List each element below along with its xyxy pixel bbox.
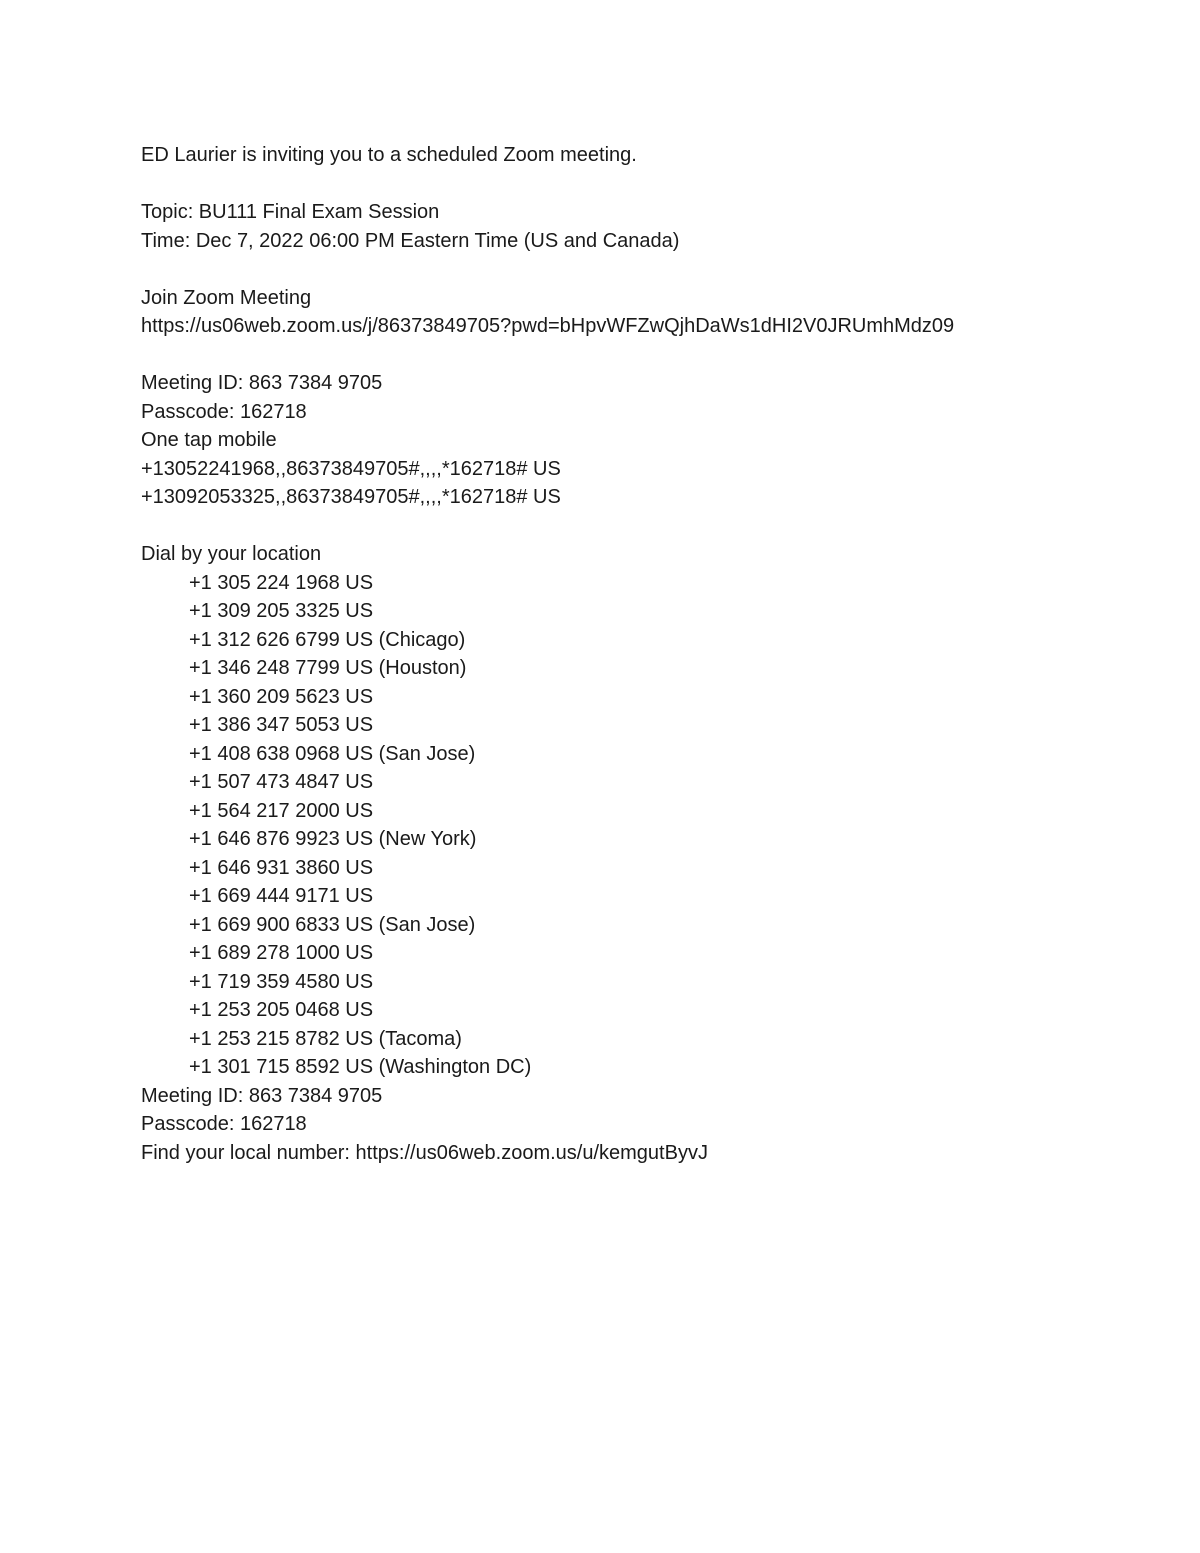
- dial-label: Dial by your location: [141, 543, 322, 565]
- dial-number: +1 346 248 7799 US (Houston): [189, 657, 467, 679]
- spacer: [141, 341, 1141, 370]
- dial-number: +1 564 217 2000 US: [189, 799, 374, 822]
- dial-number: +1 386 347 5053 US: [189, 714, 374, 736]
- dial-number: +1 305 224 1968 US: [189, 571, 374, 594]
- dial-number: +1 719 359 4580 US: [189, 970, 374, 993]
- dial-number: +1 301 715 8592 US (Washington DC): [189, 1056, 532, 1078]
- dial-number: +1 408 638 0968 US (San Jose): [189, 742, 476, 765]
- spacer: [141, 512, 1141, 541]
- topic-line: Topic: BU111 Final Exam Session: [141, 201, 440, 223]
- find-local-line: [141, 1139, 1141, 1168]
- dial-number: +1 253 205 0468 US: [189, 999, 374, 1021]
- dial-number: +1 309 205 3325 US: [189, 600, 374, 622]
- find-local-label: Find your local number:: [141, 1141, 356, 1164]
- dial-number: +1 646 931 3860 US: [189, 856, 374, 879]
- passcode-line: Passcode: 162718: [141, 400, 307, 423]
- dial-number: +1 689 278 1000 US: [189, 942, 374, 964]
- one-tap-label: One tap mobile: [141, 429, 277, 451]
- dial-number: +1 669 900 6833 US (San Jose): [189, 913, 476, 936]
- dial-number: +1 507 473 4847 US: [189, 771, 374, 793]
- find-local-link[interactable]: https://us06web.zoom.us/u/kemgutByvJ: [355, 1141, 708, 1164]
- join-label: Join Zoom Meeting: [141, 286, 312, 309]
- meeting-id-footer: Meeting ID: 863 7384 9705: [141, 1084, 383, 1107]
- join-meeting-link[interactable]: https://us06web.zoom.us/j/86373849705?pwd=bHpvWFZwQjhDaWs1dHI2V0JRUmhMdz09: [141, 315, 955, 337]
- join-link-line: [141, 312, 1141, 341]
- one-tap-number: +13092053325,,86373849705#,,,,*162718# US: [141, 486, 561, 508]
- dial-number: +1 646 876 9923 US (New York): [189, 828, 477, 850]
- dial-number: +1 360 209 5623 US: [189, 685, 374, 708]
- meeting-id-line: Meeting ID: 863 7384 9705: [141, 372, 383, 394]
- dial-number: +1 312 626 6799 US (Chicago): [189, 628, 466, 651]
- spacer: [141, 255, 1141, 284]
- dial-number: +1 253 215 8782 US (Tacoma): [189, 1027, 462, 1050]
- passcode-footer: Passcode: 162718: [141, 1113, 307, 1135]
- time-line: Time: Dec 7, 2022 06:00 PM Eastern Time (US and Canada): [141, 229, 680, 252]
- one-tap-number: +13052241968,,86373849705#,,,,*162718# US: [141, 457, 561, 480]
- spacer: [141, 170, 1141, 199]
- dial-number: +1 669 444 9171 US: [189, 885, 374, 907]
- invitation-body: [141, 141, 1141, 1167]
- invite-line: ED Laurier is inviting you to a scheduled Zoom meeting.: [141, 144, 637, 166]
